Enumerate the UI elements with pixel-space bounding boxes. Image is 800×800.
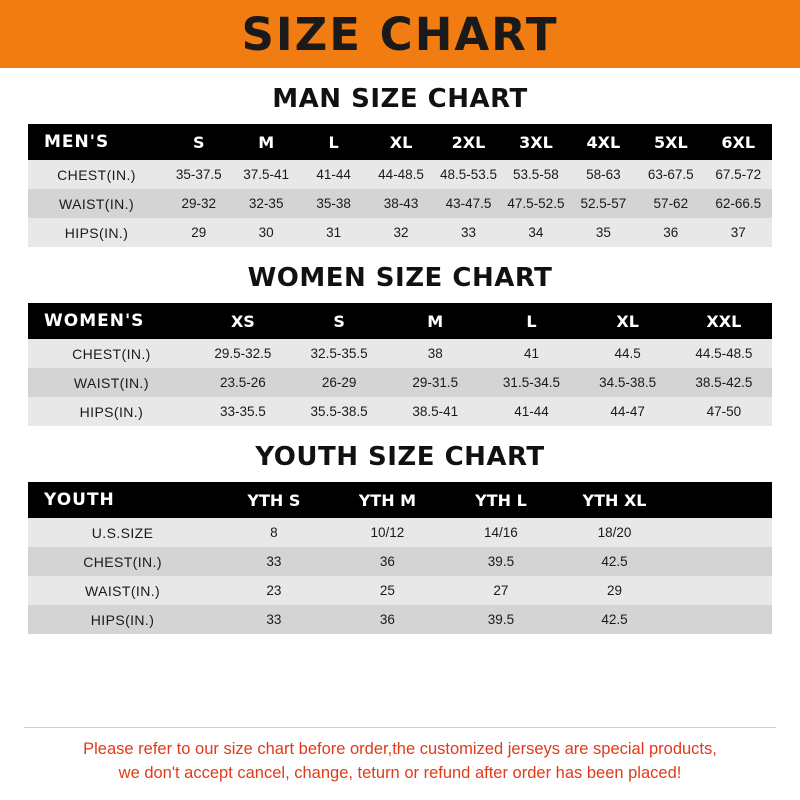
women-table-head (28, 303, 772, 339)
man-r0-c1: 37.5-41 (232, 160, 299, 189)
women-col-3: L (483, 303, 579, 339)
man-r0-c3: 44-48.5 (367, 160, 434, 189)
youth-r3-c1: 36 (331, 605, 445, 634)
youth-table-head (28, 482, 772, 518)
man-section-title: MAN SIZE CHART (272, 84, 528, 114)
man-size-table (28, 124, 772, 247)
man-col-3: XL (367, 124, 434, 160)
youth-r0-c2: 14/16 (444, 518, 558, 547)
women-r1-c2: 29-31.5 (387, 368, 483, 397)
man-r2-c8: 37 (705, 218, 772, 247)
women-r2-c4: 44-47 (580, 397, 676, 426)
women-r0-c3: 41 (483, 339, 579, 368)
table-row (28, 218, 772, 247)
man-header-row (28, 124, 772, 160)
youth-col-2: YTH L (444, 482, 558, 518)
youth-row-2-label: WAIST(IN.) (28, 576, 217, 605)
women-col-4: XL (580, 303, 676, 339)
women-col-2: M (387, 303, 483, 339)
man-row-2-label: HIPS(IN.) (28, 218, 165, 247)
youth-r3-c3: 42.5 (558, 605, 672, 634)
man-col-5: 3XL (502, 124, 569, 160)
youth-r0-c3: 18/20 (558, 518, 672, 547)
man-r0-c7: 63-67.5 (637, 160, 704, 189)
man-col-7: 5XL (637, 124, 704, 160)
footer-line-2: we don't accept cancel, change, teturn or refund after order has been placed! (118, 764, 682, 783)
man-r1-c5: 47.5-52.5 (502, 189, 569, 218)
women-r2-c1: 35.5-38.5 (291, 397, 387, 426)
charts-content (0, 84, 800, 634)
women-r0-c0: 29.5-32.5 (195, 339, 291, 368)
man-corner-label: MEN'S (28, 124, 165, 160)
table-row (28, 576, 772, 605)
youth-r1-spacer (671, 547, 772, 576)
man-r2-c0: 29 (165, 218, 232, 247)
women-r1-c3: 31.5-34.5 (483, 368, 579, 397)
man-col-1: M (232, 124, 299, 160)
women-r0-c4: 44.5 (580, 339, 676, 368)
women-r2-c0: 33-35.5 (195, 397, 291, 426)
youth-r3-spacer (671, 605, 772, 634)
women-table-body (28, 339, 772, 426)
table-row (28, 518, 772, 547)
man-r0-c2: 41-44 (300, 160, 367, 189)
youth-col-3: YTH XL (558, 482, 672, 518)
women-section-title: WOMEN SIZE CHART (247, 263, 553, 293)
man-r0-c8: 67.5-72 (705, 160, 772, 189)
women-r0-c5: 44.5-48.5 (676, 339, 772, 368)
man-r0-c5: 53.5-58 (502, 160, 569, 189)
man-r0-c6: 58-63 (570, 160, 637, 189)
man-table-head (28, 124, 772, 160)
women-col-5: XXL (676, 303, 772, 339)
man-r2-c5: 34 (502, 218, 569, 247)
footer-divider (24, 727, 776, 728)
table-row (28, 605, 772, 634)
youth-r0-c1: 10/12 (331, 518, 445, 547)
youth-col-spacer (671, 482, 772, 518)
women-header-row (28, 303, 772, 339)
youth-r2-c0: 23 (217, 576, 331, 605)
women-r2-c3: 41-44 (483, 397, 579, 426)
youth-r1-c2: 39.5 (444, 547, 558, 576)
youth-row-3-label: HIPS(IN.) (28, 605, 217, 634)
man-col-4: 2XL (435, 124, 502, 160)
youth-row-0-label: U.S.SIZE (28, 518, 217, 547)
youth-row-1-label: CHEST(IN.) (28, 547, 217, 576)
man-row-0-label: CHEST(IN.) (28, 160, 165, 189)
table-row (28, 547, 772, 576)
man-row-1-label: WAIST(IN.) (28, 189, 165, 218)
youth-corner-label: YOUTH (28, 482, 217, 518)
man-col-0: S (165, 124, 232, 160)
youth-size-table (28, 482, 772, 634)
man-r1-c8: 62-66.5 (705, 189, 772, 218)
women-row-0-label: CHEST(IN.) (28, 339, 195, 368)
man-r2-c2: 31 (300, 218, 367, 247)
footer-disclaimer (0, 727, 800, 786)
women-r1-c1: 26-29 (291, 368, 387, 397)
women-col-0: XS (195, 303, 291, 339)
women-r1-c5: 38.5-42.5 (676, 368, 772, 397)
man-r1-c4: 43-47.5 (435, 189, 502, 218)
women-size-table (28, 303, 772, 426)
man-r1-c2: 35-38 (300, 189, 367, 218)
women-corner-label: WOMEN'S (28, 303, 195, 339)
youth-r3-c2: 39.5 (444, 605, 558, 634)
man-col-2: L (300, 124, 367, 160)
man-col-6: 4XL (570, 124, 637, 160)
man-table-body (28, 160, 772, 247)
youth-r2-spacer (671, 576, 772, 605)
man-r1-c7: 57-62 (637, 189, 704, 218)
youth-r1-c3: 42.5 (558, 547, 672, 576)
man-r2-c4: 33 (435, 218, 502, 247)
youth-col-0: YTH S (217, 482, 331, 518)
man-r0-c0: 35-37.5 (165, 160, 232, 189)
man-col-8: 6XL (705, 124, 772, 160)
women-row-1-label: WAIST(IN.) (28, 368, 195, 397)
women-r1-c4: 34.5-38.5 (580, 368, 676, 397)
youth-r2-c1: 25 (331, 576, 445, 605)
man-r2-c3: 32 (367, 218, 434, 247)
youth-col-1: YTH M (331, 482, 445, 518)
youth-r3-c0: 33 (217, 605, 331, 634)
table-row (28, 339, 772, 368)
table-row (28, 397, 772, 426)
women-row-2-label: HIPS(IN.) (28, 397, 195, 426)
man-r1-c1: 32-35 (232, 189, 299, 218)
youth-header-row (28, 482, 772, 518)
women-r0-c2: 38 (387, 339, 483, 368)
youth-r1-c0: 33 (217, 547, 331, 576)
youth-r2-c3: 29 (558, 576, 672, 605)
man-r1-c3: 38-43 (367, 189, 434, 218)
table-row (28, 368, 772, 397)
man-r1-c0: 29-32 (165, 189, 232, 218)
women-col-1: S (291, 303, 387, 339)
youth-r1-c1: 36 (331, 547, 445, 576)
youth-section-title: YOUTH SIZE CHART (255, 442, 545, 472)
youth-table-body (28, 518, 772, 634)
man-r2-c1: 30 (232, 218, 299, 247)
man-r2-c6: 35 (570, 218, 637, 247)
women-r2-c5: 47-50 (676, 397, 772, 426)
table-row (28, 189, 772, 218)
women-r2-c2: 38.5-41 (387, 397, 483, 426)
footer-line-1: Please refer to our size chart before order,the customized jerseys are special products, (83, 740, 717, 759)
youth-r0-spacer (671, 518, 772, 547)
page-title: SIZE CHART (241, 7, 559, 61)
page-banner (0, 0, 800, 68)
man-r0-c4: 48.5-53.5 (435, 160, 502, 189)
table-row (28, 160, 772, 189)
youth-r0-c0: 8 (217, 518, 331, 547)
man-r2-c7: 36 (637, 218, 704, 247)
women-r1-c0: 23.5-26 (195, 368, 291, 397)
women-r0-c1: 32.5-35.5 (291, 339, 387, 368)
youth-r2-c2: 27 (444, 576, 558, 605)
man-r1-c6: 52.5-57 (570, 189, 637, 218)
